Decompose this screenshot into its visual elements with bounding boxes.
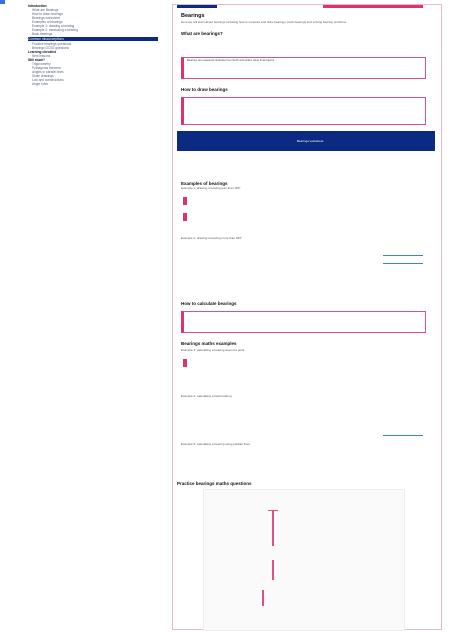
step-marker xyxy=(183,197,187,205)
sidebar-item[interactable]: Pythagoras theorem xyxy=(32,66,61,70)
step-marker xyxy=(183,213,187,221)
sidebar-item[interactable]: Scale drawings xyxy=(32,74,54,78)
sidebar-item[interactable]: Learning checklist xyxy=(28,50,56,54)
north-line xyxy=(262,590,264,606)
example-heading: Example 4: calculating a back bearing xyxy=(181,395,232,398)
section-heading: How to calculate bearings xyxy=(181,301,237,306)
example-heading: Example 1: drawing a bearing less than 180° xyxy=(181,187,241,190)
definition-box xyxy=(181,57,426,79)
sidebar-item[interactable]: Still stuck? xyxy=(28,58,46,62)
sidebar-item[interactable]: Angle rules xyxy=(32,82,48,86)
example-heading: Example 5: calculating a bearing using parallel lines xyxy=(181,443,250,446)
section-heading: Examples of bearings xyxy=(181,181,228,186)
section-heading: Practice bearings maths questions xyxy=(177,481,252,486)
sidebar-item[interactable]: Introduction xyxy=(28,4,47,8)
header-bar-left xyxy=(177,5,217,8)
sidebar-item[interactable]: Trigonometry xyxy=(32,62,51,66)
north-line xyxy=(272,560,274,580)
steps-box xyxy=(181,311,426,333)
table-of-contents xyxy=(28,4,158,126)
north-arrow xyxy=(268,510,278,511)
sidebar-item[interactable]: Angles in parallel lines xyxy=(32,70,64,74)
definition-text: Bearings are measured clockwise from North and written using three figures. xyxy=(187,59,275,62)
menu-icon[interactable] xyxy=(0,0,5,4)
practice-questions xyxy=(203,489,405,631)
north-line xyxy=(272,510,274,546)
section-heading: Bearings maths examples xyxy=(181,341,237,346)
link[interactable] xyxy=(383,255,423,256)
sidebar-item[interactable]: Loci and constructions xyxy=(32,78,64,82)
sidebar-item[interactable]: Common misconceptions xyxy=(28,37,158,41)
sidebar-item[interactable]: What are Bearings xyxy=(32,8,59,12)
sidebar-item[interactable]: Practice bearings questions xyxy=(32,42,72,46)
page-title: Bearings xyxy=(181,13,205,19)
example-heading: Example 2: drawing a bearing more than 180° xyxy=(181,237,243,240)
worksheet-banner[interactable] xyxy=(177,131,435,151)
example-heading: Example 3: calculating a bearing around a point xyxy=(181,349,245,352)
sidebar-item[interactable]: Bearings GCSE questions xyxy=(32,46,70,50)
step-marker xyxy=(183,359,187,367)
section-heading: How to draw bearings xyxy=(181,87,228,92)
sidebar-item[interactable]: Examples of bearings xyxy=(32,20,63,24)
section-heading: What are bearings? xyxy=(181,31,223,36)
banner-text: Bearings worksheet xyxy=(297,139,324,143)
article xyxy=(172,4,442,630)
sidebar-item[interactable]: Example 2: measuring a bearing xyxy=(32,28,78,32)
sidebar-item[interactable]: How to draw bearings xyxy=(32,12,63,16)
sidebar-item[interactable]: Example 1: drawing a bearing xyxy=(32,24,75,28)
link[interactable] xyxy=(383,435,423,436)
steps-box xyxy=(181,97,426,125)
sidebar-item[interactable]: Bearings worksheet xyxy=(32,16,60,20)
sidebar-item[interactable]: Back bearings xyxy=(32,32,53,36)
header-bar-right xyxy=(323,5,423,8)
link[interactable] xyxy=(383,263,423,264)
sidebar-item[interactable]: Next lessons xyxy=(32,54,51,58)
intro-text: Here we will learn about bearings including how to measure and draw bearings, back bearings and solving bearing problems. xyxy=(181,21,347,24)
